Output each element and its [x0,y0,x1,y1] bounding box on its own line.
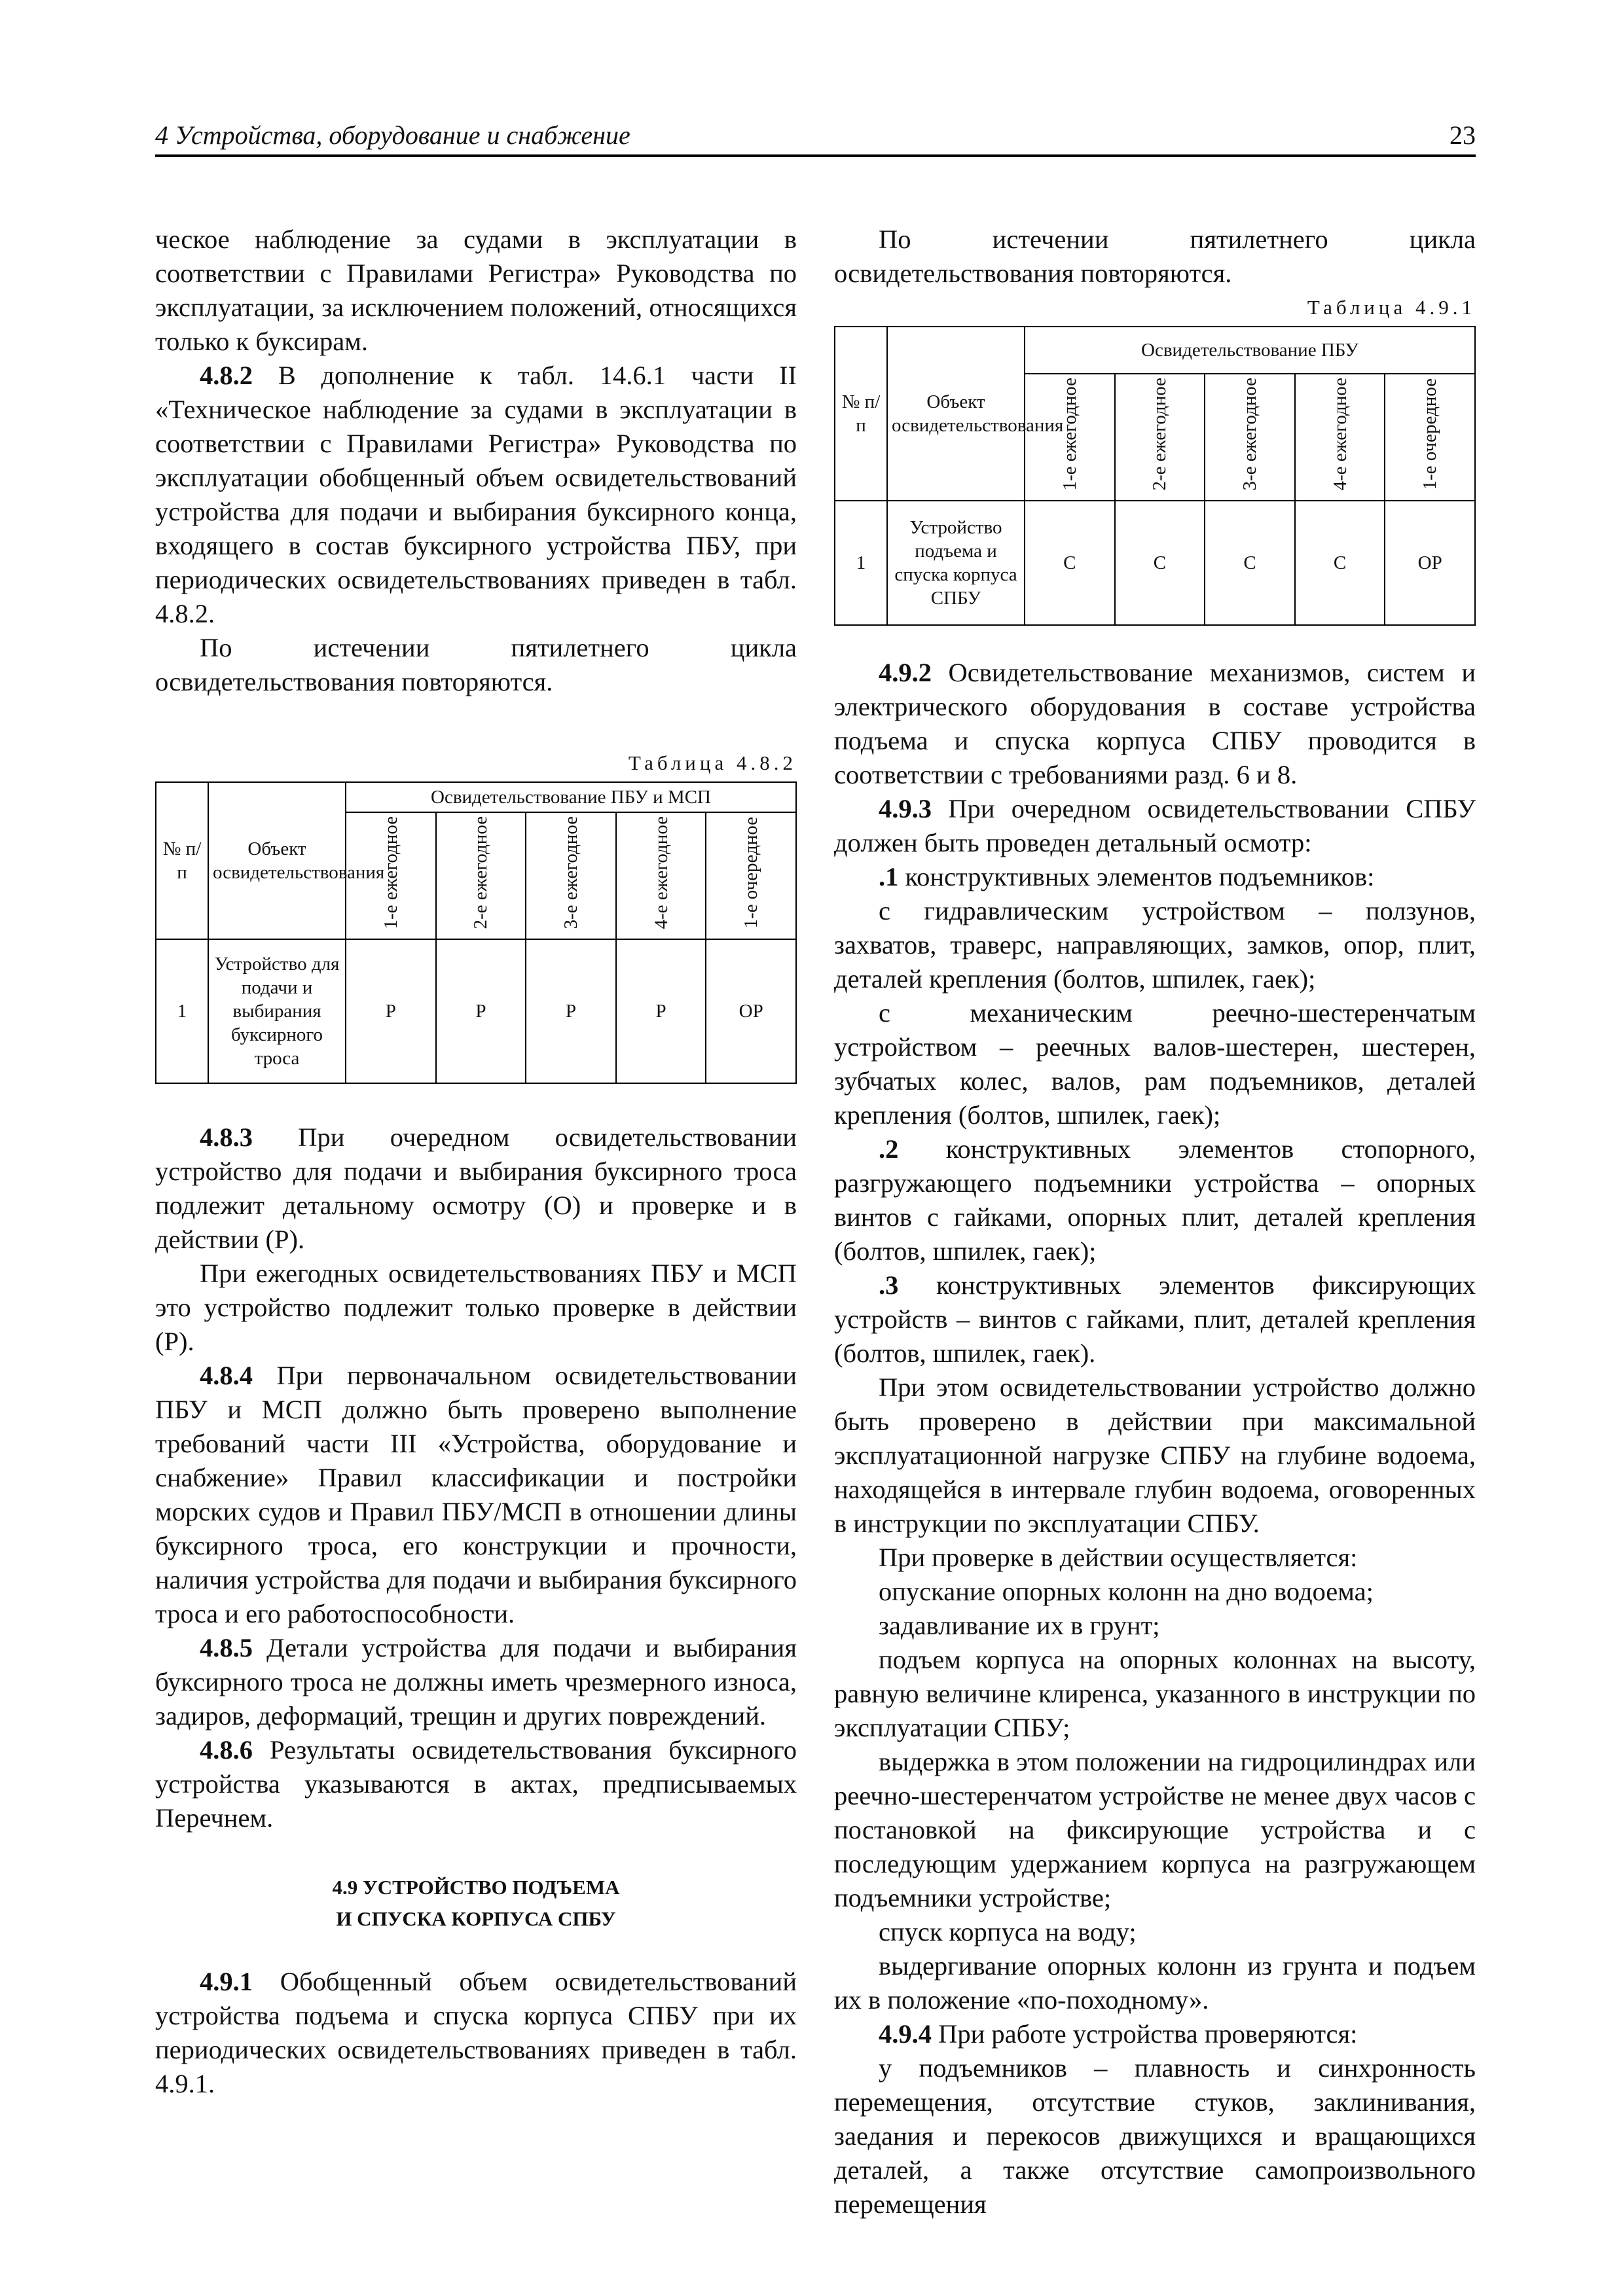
subheader-label: 2-е ежегодное [1149,378,1171,491]
paragraph-text: В дополнение к табл. 14.6.1 части II «Техническое наблюдение за судами в эксплуатации в соответствии с Правилами Регистра» Руководства по эксплуатации обобщенный объем освидетельствований устройства для подачи и выбирания буксирного конца, входящего в состав буксирного устройства ПБУ, при периодических освидетельствованиях приведен в табл. 4.8.2. [155,361,797,628]
subheader-label: 2-е ежегодное [470,816,492,929]
subheader-label: 1-е очередное [1419,378,1441,490]
paragraph-4-8-6 [155,1733,797,1835]
clause-number: 4.9.1 [200,1967,253,1996]
paragraph-text: конструктивных элементов подъемников: [898,862,1375,891]
column-header-object: Объект освидетельствования [887,327,1025,501]
subheader-cell [1025,374,1115,501]
running-header [155,118,1476,157]
table-4-8-2 [155,781,797,1084]
paragraph-text: Обобщенный объем освидетельствований устройства подъема и спуска корпуса СПБУ при их периодических освидетельствованиях приведен в табл. 4.9.1. [155,1967,797,2098]
row-number: 1 [156,939,208,1083]
subheader-cell [616,812,706,939]
subheader-cell [436,812,526,939]
row-object: Устройство для подачи и выбирания буксирного троса [208,939,346,1083]
paragraph-text: Освидетельствование механизмов, систем и электрического оборудования в составе устройства подъема и спуска корпуса СПБУ проводится в соответствии с требованиями разд. 6 и 8. [834,658,1476,789]
row-object: Устройство подъема и спуска корпуса СПБУ [887,501,1025,625]
paragraph-text: Результаты освидетельствования буксирного устройства указываются в актах, предписываемых Перечнем. [155,1735,797,1833]
subheader-cell [1385,374,1475,501]
paragraph-text: Детали устройства для подачи и выбирания буксирного троса не должны иметь чрезмерного износа, задиров, деформаций, трещин и других повреждений. [155,1633,797,1731]
paragraph-4-8-3 [155,1121,797,1257]
subheader-label: 1-е ежегодное [380,816,401,929]
paragraph: По истечении пятилетнего цикла освидетельствования повторяются. [155,633,797,696]
row-number: 1 [835,501,887,625]
subheader-cell [706,812,796,939]
table-caption: Таблица 4.9.1 [1307,296,1476,319]
page-number: 23 [1450,120,1476,150]
subheader-label: 4-е ежегодное [650,816,672,929]
heading-line: 4.9 УСТРОЙСТВО ПОДЪЕМА [332,1876,620,1899]
paragraph-text: При работе устройства проверяются: [932,2019,1358,2049]
paragraph-4-9-2 [834,656,1476,792]
paragraph-text: При очередном освидетельствовании СПБУ должен быть проведен детальный осмотр: [834,794,1476,857]
row-value: Р [436,939,526,1083]
table-4-9-1 [834,326,1476,626]
clause-number: 4.9.4 [879,2019,932,2049]
subheader-label: 3-е ежегодное [1239,378,1260,491]
clause-number: 4.8.3 [200,1122,253,1152]
list-item-1 [834,860,1476,894]
paragraph-4-9-4 [834,2017,1476,2051]
paragraph-text: конструктивных элементов стопорного, разгружающего подъемники устройства – опорных винтов с гайками, опорных плит, деталей крепления (болтов, шпилек, гаек); [834,1134,1476,1266]
subheader-label: 1-е ежегодное [1059,378,1080,491]
list-item-3 [834,1268,1476,1371]
subheader-cell [1115,374,1205,501]
paragraph: При ежегодных освидетельствованиях ПБУ и МСП это устройство подлежит только проверке в действии (Р). [155,1259,797,1356]
row-value: С [1115,501,1205,625]
paragraph: выдергивание опорных колонн из грунта и подъем их в положение «по-походному». [834,1951,1476,2015]
paragraph: спуск корпуса на воду; [879,1917,1137,1946]
paragraph: подъем корпуса на опорных колоннах на высоту, равную величине клиренса, указанного в инструкции по эксплуатации СПБУ; [834,1645,1476,1742]
paragraph-text: При очередном освидетельствовании устройство для подачи и выбирания буксирного троса подлежит детальному осмотру (О) и проверке и в действии (Р). [155,1122,797,1254]
table-caption: Таблица 4.8.2 [628,751,797,774]
paragraph-4-9-1 [155,1965,797,2101]
subheader-label: 1-е очередное [740,817,762,929]
spacer [155,699,797,746]
item-number: .2 [879,1134,899,1164]
section-heading-4-9 [155,1872,797,1935]
left-column [155,223,797,2101]
paragraph-text: При первоначальном освидетельствовании ПБУ и МСП должно быть проверено выполнение требований части III «Устройства, оборудование и снабжение» Правил классификации и постройки морских судов и Правил ПБУ/МСП в отношении длины буксирного троса, его конструкции и прочности, наличия устройства для подачи и выбирания буксирного троса и его работоспособности. [155,1361,797,1628]
column-header-number: № п/п [835,327,887,501]
section-title: 4 Устройства, оборудование и снабжение [155,120,630,150]
row-value: С [1295,501,1385,625]
subheader-label: 4-е ежегодное [1329,378,1351,491]
paragraph: с гидравлическим устройством – ползунов, захватов, траверс, направляющих, замков, опор, плит, деталей крепления (болтов, шпилек, гаек); [834,896,1476,994]
row-value: С [1025,501,1115,625]
group-header: Освидетельствование ПБУ [1025,327,1475,374]
subheader-cell [526,812,616,939]
table-row [156,939,796,1083]
paragraph: у подъемников – плавность и синхронность перемещения, отсутствие стуков, заклинивания, заедания и перекосов движущихся и вращающихся деталей, а также отсутствие самопроизвольного перемещения [834,2053,1476,2219]
paragraph: выдержка в этом положении на гидроцилиндрах или реечно-шестеренчатом устройстве не менее двух часов с постановкой на фиксирующие устройства и с последующим удержанием корпуса на разгружающем подъемники устройстве; [834,1747,1476,1912]
paragraph-4-8-5 [155,1631,797,1733]
clause-number: 4.9.2 [879,658,932,687]
clause-number: 4.8.5 [200,1633,253,1662]
row-value: Р [346,939,436,1083]
paragraph: ческое наблюдение за судами в эксплуатации в соответствии с Правилами Регистра» Руководства по эксплуатации, за исключением положений, относящихся только к буксирам. [155,224,797,356]
subheader-label: 3-е ежегодное [560,816,581,929]
table-row [835,501,1475,625]
paragraph-4-8-2 [155,359,797,631]
paragraph-4-8-4 [155,1359,797,1631]
spacer [155,1084,797,1121]
row-value: ОР [1385,501,1475,625]
right-column [834,223,1476,2221]
subheader-cell [1205,374,1295,501]
paragraph: При проверке в действии осуществляется: [879,1543,1358,1572]
paragraph: При этом освидетельствовании устройство должно быть проверено в действии при максимальной эксплуатационной нагрузке СПБУ на глубине водоема, находящейся в интервале глубин водоема, оговоренных в инструкции по эксплуатации СПБУ. [834,1372,1476,1538]
list-item-2 [834,1132,1476,1268]
paragraph-text: конструктивных элементов фиксирующих устройств – винтов с гайками, плит, деталей крепления (болтов, шпилек, гаек). [834,1270,1476,1368]
paragraph-4-9-3 [834,792,1476,860]
column-header-number: № п/п [156,782,208,939]
row-value: С [1205,501,1295,625]
column-header-object: Объект освидетельствования [208,782,346,939]
row-value: Р [616,939,706,1083]
heading-line: И СПУСКА КОРПУСА СПБУ [336,1907,616,1930]
clause-number: 4.8.4 [200,1361,253,1390]
clause-number: 4.9.3 [879,794,932,823]
clause-number: 4.8.2 [200,361,253,390]
subheader-cell [1295,374,1385,501]
item-number: .3 [879,1270,899,1300]
paragraph: с механическим реечно-шестеренчатым устройством – реечных валов-шестерен, шестерен, зубчатых колес, валов, рам подъемников, деталей крепления (болтов, шпилек, гаек); [834,998,1476,1130]
row-value: ОР [706,939,796,1083]
item-number: .1 [879,862,899,891]
clause-number: 4.8.6 [200,1735,253,1765]
paragraph: задавливание их в грунт; [879,1611,1160,1640]
spacer [834,626,1476,656]
row-value: Р [526,939,616,1083]
paragraph: По истечении пятилетнего цикла освидетельствования повторяются. [834,224,1476,288]
paragraph: опускание опорных колонн на дно водоема; [879,1577,1374,1606]
group-header: Освидетельствование ПБУ и МСП [346,782,796,812]
